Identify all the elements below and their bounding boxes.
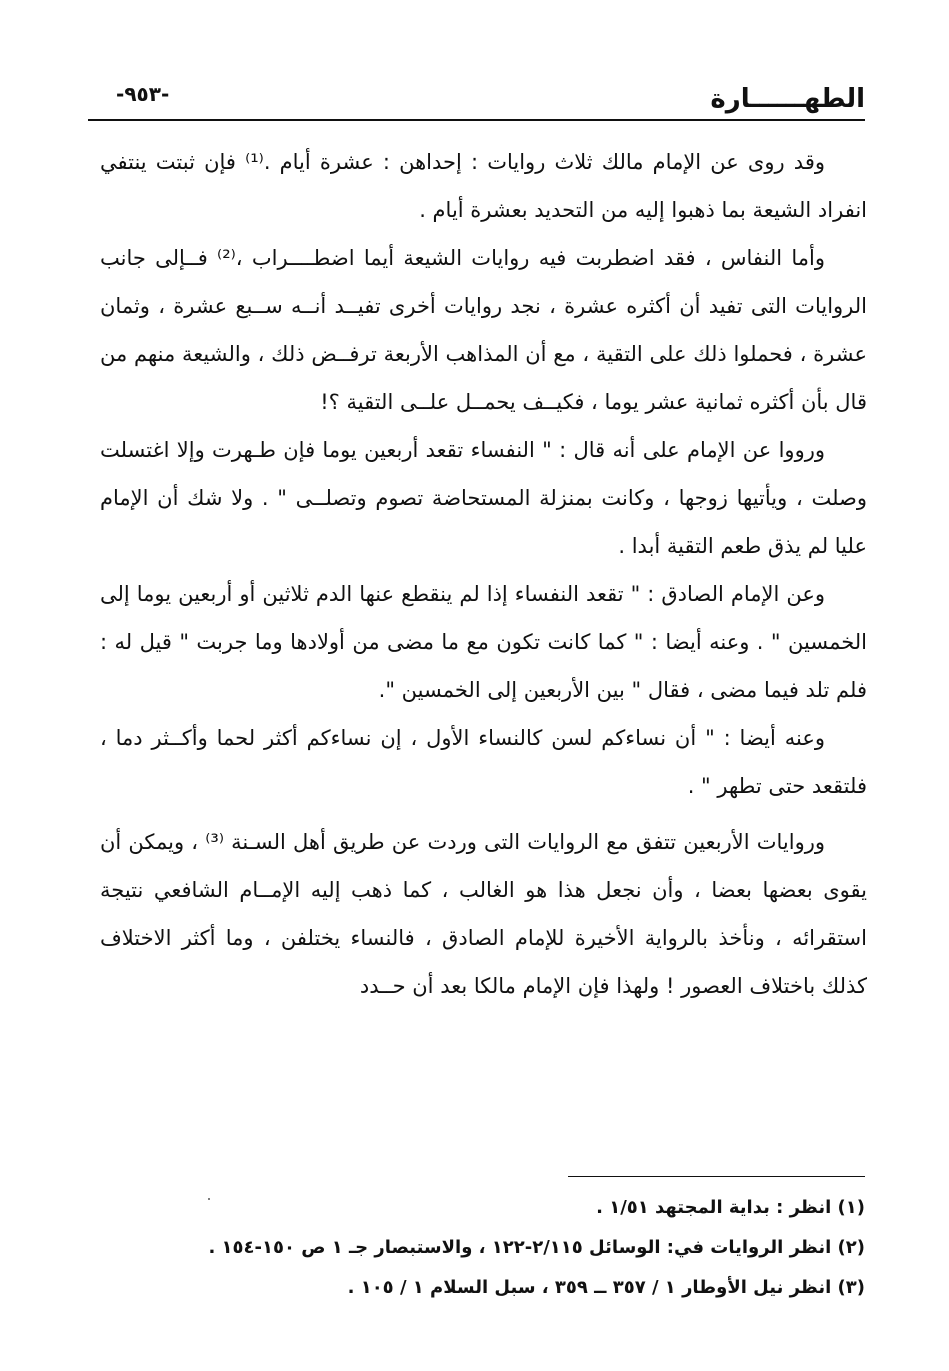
- paragraph: وروايات الأربعين تتفق مع الروايات التى وردت عن طريق أهل السـنة ⁽³⁾ ، ويمكن أن يقوى بعضها بعضا ، وأن نجعل هذا هو الغالب ، كما ذهب إليه الإمــام الشافعي نتيجة استقرائه ، ونأخذ بالرواية الأخيرة للإمام الصادق ، فالنساء يختلفن ، وما أكثر الاختلاف كذلك باختلاف العصور ! ولهذا فإن الإمام مالكا بعد أن حــدد: [100, 830, 867, 998]
- paragraph: وعنه أيضا : " أن نساءكم لسن كالنساء الأول ، إن نساءكم أكثر لحما وأكــثر دما ، فلتقعد حتى تطهر " .: [100, 726, 867, 798]
- paragraph: وعن الإمام الصادق : " تقعد النفساء إذا لم ينقطع عنها الدم ثلاثين أو أربعين يوما إلى الخمسين " . وعنه أيضا : " كما كانت تكون مع ما مضى من أولادها وما جربت " قيل له : فلم تلد فيما مضى ، فقال " بين الأربعين إلى الخمسين ".: [100, 582, 867, 702]
- paragraph: ورووا عن الإمام على أنه قال : " النفساء تقعد أربعين يوما فإن طـهرت وإلا اغتسلت وصلت ، ويأتيها زوجها ، وكانت بمنزلة المستحاضة تصوم وتصلــى " . ولا شك أن الإمام عليا لم يذق طعم التقية أبدا .: [100, 438, 867, 558]
- page-number: -٩٥٣-: [116, 82, 170, 106]
- running-title: الطهــــــارة: [710, 84, 865, 114]
- footnote-divider: [568, 1176, 865, 1177]
- footnote: (٣) انظر نيل الأوطار ١ / ٣٥٧ ــ ٣٥٩ ، سبل السلام ١ / ١٠٥ .: [347, 1277, 865, 1298]
- footnote: (٢) انظر الروايات في: الوسائل ٢/١١٥-١٢٢ ، والاستبصار جـ ١ ص ١٥٠-١٥٤ .: [208, 1237, 865, 1258]
- footnote: (١) انظر : بداية المجتهد ١/٥١ .: [596, 1197, 865, 1218]
- paragraph: وقد روى عن الإمام مالك ثلاث روايات : إحداهن : عشرة أيام .⁽¹⁾ فإن ثبتت ينتفي انفراد الشيعة بما ذهبوا إليه من التحديد بعشرة أيام .: [100, 150, 867, 222]
- page-header: [88, 70, 865, 120]
- body-text: [100, 138, 867, 1010]
- paragraph: وأما النفاس ، فقد اضطربت فيه روايات الشيعة أيما اضطــــراب ،⁽²⁾ فــإلى جانب الروايات التى تفيد أن أكثره عشرة ، نجد روايات أخرى تفيــد أنــه ســبع عشرة ، وثمان عشرة ، فحملوا ذلك على التقية ، مع أن المذاهب الأربعة ترفــض ذلك ، والشيعة منهم من قال بأن أكثره ثمانية عشر يوما ، فكيــف يحمــل علــى التقية ؟!: [100, 246, 867, 414]
- footnotes: [100, 1188, 865, 1308]
- header-divider: [88, 119, 865, 121]
